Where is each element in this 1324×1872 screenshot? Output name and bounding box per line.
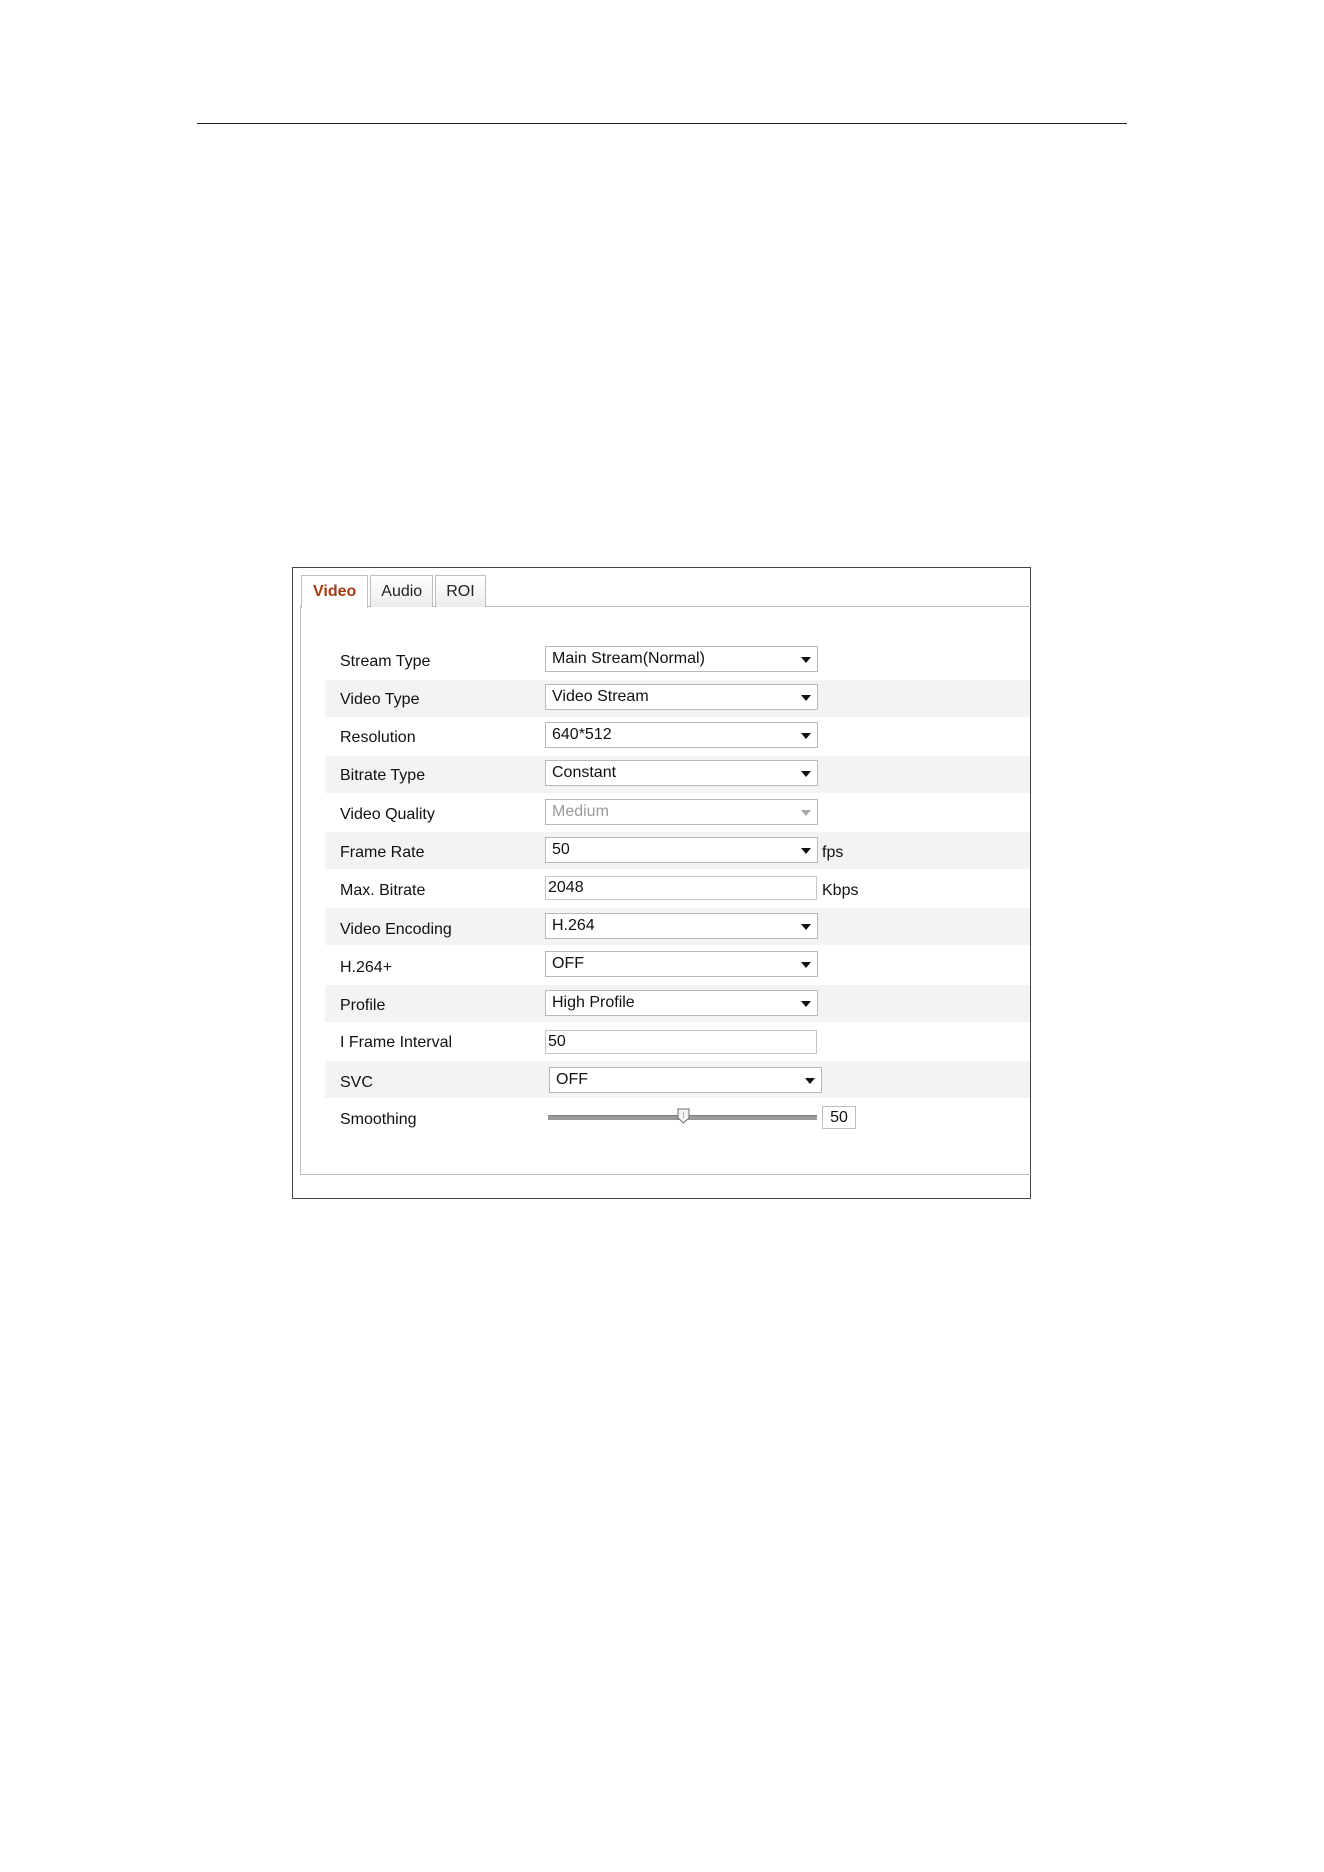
chevron-down-icon (805, 1078, 815, 1084)
max-bitrate-input[interactable]: 2048 (545, 876, 817, 900)
tab-video[interactable]: Video (301, 575, 368, 608)
frame-rate-unit: fps (822, 844, 844, 861)
stream-type-value: Main Stream(Normal) (552, 650, 705, 667)
stream-type-label: Stream Type (340, 653, 431, 670)
frame-rate-select[interactable] (545, 837, 818, 863)
video-encoding-label: Video Encoding (340, 921, 452, 938)
page-header-rule (197, 123, 1127, 124)
video-quality-label: Video Quality (340, 806, 435, 823)
tab-audio[interactable]: Audio (370, 575, 433, 607)
chevron-down-icon (801, 771, 811, 777)
video-encoding-value: H.264 (552, 917, 595, 934)
video-encoding-select[interactable] (545, 913, 818, 939)
chevron-down-icon (801, 924, 811, 930)
smoothing-value-box[interactable]: 50 (822, 1106, 856, 1129)
profile-label: Profile (340, 997, 386, 1014)
frame-rate-value: 50 (552, 841, 570, 858)
chevron-down-icon (801, 848, 811, 854)
resolution-value: 640*512 (552, 726, 612, 743)
video-type-label: Video Type (340, 691, 420, 708)
chevron-down-icon (801, 810, 811, 816)
chevron-down-icon (801, 695, 811, 701)
svc-value: OFF (556, 1071, 588, 1088)
h264-plus-value: OFF (552, 955, 584, 972)
bitrate-type-value: Constant (552, 764, 617, 781)
chevron-down-icon (801, 657, 811, 663)
chevron-down-icon (801, 733, 811, 739)
video-quality-value: Medium (552, 803, 609, 820)
h264-plus-label: H.264+ (340, 959, 393, 976)
chevron-down-icon (801, 962, 811, 968)
tab-roi[interactable]: ROI (435, 575, 485, 607)
bitrate-type-label: Bitrate Type (340, 767, 426, 784)
resolution-label: Resolution (340, 729, 416, 746)
video-quality-select (545, 799, 818, 825)
max-bitrate-label: Max. Bitrate (340, 882, 426, 899)
svc-label: SVC (340, 1074, 373, 1091)
smoothing-slider-thumb[interactable] (677, 1108, 690, 1124)
bitrate-type-select[interactable] (545, 760, 818, 786)
frame-rate-label: Frame Rate (340, 844, 425, 861)
stream-type-select[interactable] (545, 646, 818, 672)
resolution-select[interactable] (545, 722, 818, 748)
smoothing-label: Smoothing (340, 1111, 417, 1128)
profile-value: High Profile (552, 994, 635, 1011)
tab-bar (301, 575, 486, 607)
i-frame-interval-input[interactable]: 50 (545, 1030, 817, 1054)
h264-plus-select[interactable] (545, 951, 818, 977)
max-bitrate-unit: Kbps (822, 882, 859, 899)
video-type-value: Video Stream (552, 688, 649, 705)
i-frame-interval-label: I Frame Interval (340, 1034, 453, 1051)
svc-select[interactable] (549, 1067, 822, 1093)
chevron-down-icon (801, 1001, 811, 1007)
profile-select[interactable] (545, 990, 818, 1016)
video-type-select[interactable] (545, 684, 818, 710)
